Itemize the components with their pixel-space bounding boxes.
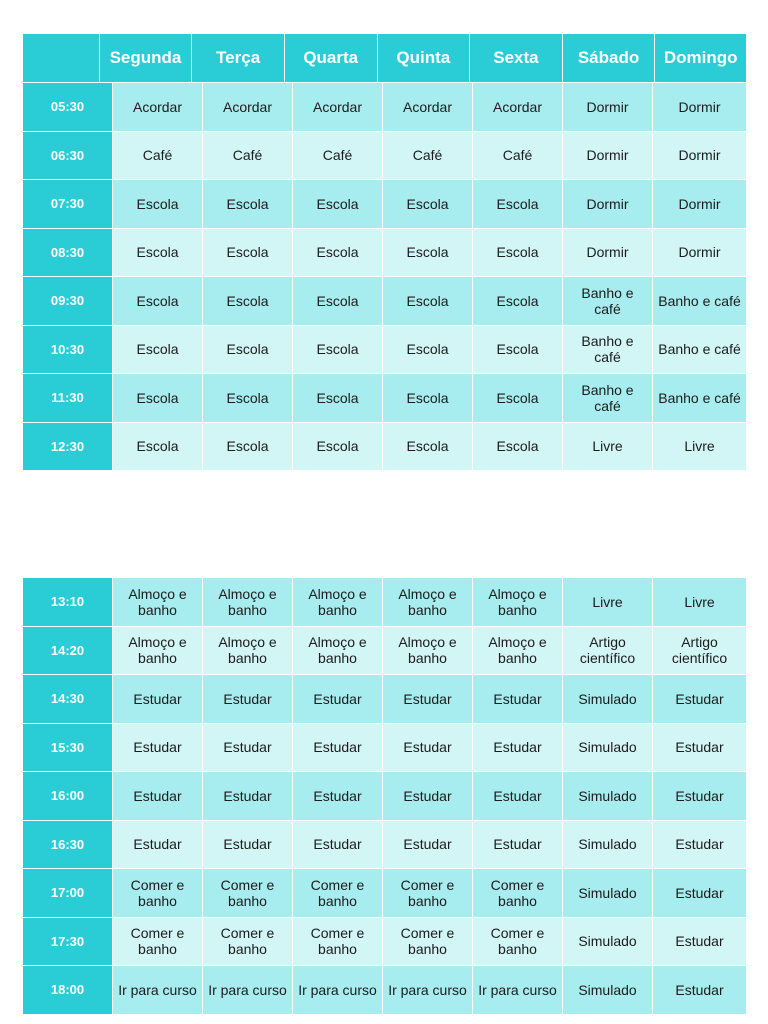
- activity-cell: Estudar: [112, 675, 202, 723]
- activity-cell: Escola: [292, 277, 382, 325]
- activity-cell: Estudar: [202, 772, 292, 820]
- activity-cell: Banho e café: [562, 374, 652, 422]
- time-cell: 06:30: [23, 132, 112, 180]
- header-day-monday: Segunda: [99, 34, 192, 82]
- header-day-wednesday: Quarta: [284, 34, 377, 82]
- activity-cell: Simulado: [562, 918, 652, 966]
- activity-cell: Livre: [562, 423, 652, 471]
- activity-cell: Estudar: [472, 675, 562, 723]
- activity-cell: Banho e café: [652, 326, 746, 374]
- time-cell: 17:00: [23, 869, 112, 917]
- activity-cell: Escola: [292, 423, 382, 471]
- time-cell: 07:30: [23, 180, 112, 228]
- table-body-morning: [23, 82, 746, 470]
- activity-cell: Almoço e banho: [202, 627, 292, 675]
- activity-cell: Ir para curso: [292, 966, 382, 1014]
- activity-cell: Comer e banho: [472, 869, 562, 917]
- activity-cell: Escola: [472, 326, 562, 374]
- activity-cell: Acordar: [202, 83, 292, 131]
- header-corner: [23, 34, 99, 82]
- activity-cell: Escola: [202, 423, 292, 471]
- activity-cell: Banho e café: [652, 277, 746, 325]
- time-cell: 18:00: [23, 966, 112, 1014]
- activity-cell: Estudar: [112, 821, 202, 869]
- activity-cell: Ir para curso: [382, 966, 472, 1014]
- activity-cell: Estudar: [292, 772, 382, 820]
- activity-cell: Escola: [382, 229, 472, 277]
- activity-cell: Café: [472, 132, 562, 180]
- activity-cell: Comer e banho: [382, 918, 472, 966]
- activity-cell: Almoço e banho: [382, 578, 472, 626]
- activity-cell: Estudar: [382, 675, 472, 723]
- activity-cell: Comer e banho: [202, 918, 292, 966]
- activity-cell: Estudar: [292, 675, 382, 723]
- time-cell: 12:30: [23, 423, 112, 471]
- activity-cell: Escola: [472, 374, 562, 422]
- schedule-table-afternoon: [23, 577, 746, 1014]
- header-day-thursday: Quinta: [377, 34, 470, 82]
- activity-cell: Escola: [202, 180, 292, 228]
- activity-cell: Escola: [382, 326, 472, 374]
- activity-cell: Escola: [112, 374, 202, 422]
- activity-cell: Escola: [292, 180, 382, 228]
- activity-cell: Escola: [292, 326, 382, 374]
- activity-cell: Estudar: [652, 724, 746, 772]
- table-row: [23, 276, 746, 325]
- activity-cell: Ir para curso: [202, 966, 292, 1014]
- table-row: [23, 577, 746, 626]
- activity-cell: Escola: [382, 374, 472, 422]
- time-cell: 17:30: [23, 918, 112, 966]
- activity-cell: Escola: [472, 180, 562, 228]
- activity-cell: Ir para curso: [112, 966, 202, 1014]
- header-day-saturday: Sábado: [562, 34, 655, 82]
- time-cell: 13:10: [23, 578, 112, 626]
- activity-cell: Comer e banho: [382, 869, 472, 917]
- activity-cell: Dormir: [562, 229, 652, 277]
- activity-cell: Banho e café: [562, 326, 652, 374]
- activity-cell: Escola: [472, 423, 562, 471]
- activity-cell: Banho e café: [652, 374, 746, 422]
- activity-cell: Escola: [472, 277, 562, 325]
- activity-cell: Estudar: [652, 966, 746, 1014]
- activity-cell: Estudar: [112, 772, 202, 820]
- header-day-sunday: Domingo: [654, 34, 746, 82]
- activity-cell: Escola: [382, 180, 472, 228]
- activity-cell: Almoço e banho: [472, 578, 562, 626]
- table-row: [23, 674, 746, 723]
- activity-cell: Escola: [112, 180, 202, 228]
- time-cell: 09:30: [23, 277, 112, 325]
- activity-cell: Estudar: [472, 821, 562, 869]
- activity-cell: Comer e banho: [292, 918, 382, 966]
- activity-cell: Escola: [112, 229, 202, 277]
- activity-cell: Simulado: [562, 772, 652, 820]
- table-row: [23, 422, 746, 471]
- table-row: [23, 179, 746, 228]
- activity-cell: Comer e banho: [472, 918, 562, 966]
- activity-cell: Simulado: [562, 724, 652, 772]
- activity-cell: Estudar: [652, 869, 746, 917]
- time-cell: 16:00: [23, 772, 112, 820]
- activity-cell: Simulado: [562, 675, 652, 723]
- activity-cell: Estudar: [292, 724, 382, 772]
- activity-cell: Escola: [202, 326, 292, 374]
- activity-cell: Simulado: [562, 821, 652, 869]
- table-row: [23, 325, 746, 374]
- table-row: [23, 820, 746, 869]
- activity-cell: Artigo científico: [652, 627, 746, 675]
- time-cell: 08:30: [23, 229, 112, 277]
- activity-cell: Estudar: [652, 772, 746, 820]
- activity-cell: Acordar: [112, 83, 202, 131]
- activity-cell: Escola: [202, 374, 292, 422]
- table-row: [23, 723, 746, 772]
- table-row: [23, 917, 746, 966]
- activity-cell: Almoço e banho: [292, 578, 382, 626]
- activity-cell: Almoço e banho: [382, 627, 472, 675]
- activity-cell: Livre: [652, 423, 746, 471]
- activity-cell: Dormir: [562, 132, 652, 180]
- table-row: [23, 868, 746, 917]
- activity-cell: Café: [112, 132, 202, 180]
- time-cell: 11:30: [23, 374, 112, 422]
- activity-cell: Acordar: [472, 83, 562, 131]
- activity-cell: Escola: [382, 423, 472, 471]
- activity-cell: Escola: [202, 229, 292, 277]
- activity-cell: Almoço e banho: [202, 578, 292, 626]
- activity-cell: Comer e banho: [202, 869, 292, 917]
- activity-cell: Estudar: [202, 724, 292, 772]
- header-day-friday: Sexta: [469, 34, 562, 82]
- activity-cell: Estudar: [382, 724, 472, 772]
- activity-cell: Livre: [562, 578, 652, 626]
- activity-cell: Dormir: [652, 132, 746, 180]
- activity-cell: Escola: [382, 277, 472, 325]
- activity-cell: Artigo científico: [562, 627, 652, 675]
- time-cell: 10:30: [23, 326, 112, 374]
- activity-cell: Dormir: [562, 83, 652, 131]
- activity-cell: Almoço e banho: [112, 627, 202, 675]
- activity-cell: Simulado: [562, 869, 652, 917]
- table-row: [23, 373, 746, 422]
- table-row: [23, 131, 746, 180]
- activity-cell: Comer e banho: [112, 918, 202, 966]
- activity-cell: Escola: [112, 277, 202, 325]
- activity-cell: Almoço e banho: [472, 627, 562, 675]
- time-cell: 14:30: [23, 675, 112, 723]
- activity-cell: Estudar: [382, 772, 472, 820]
- activity-cell: Banho e café: [562, 277, 652, 325]
- activity-cell: Escola: [292, 229, 382, 277]
- activity-cell: Estudar: [472, 772, 562, 820]
- activity-cell: Ir para curso: [472, 966, 562, 1014]
- activity-cell: Comer e banho: [112, 869, 202, 917]
- header-day-tuesday: Terça: [191, 34, 284, 82]
- activity-cell: Estudar: [202, 821, 292, 869]
- activity-cell: Escola: [112, 423, 202, 471]
- activity-cell: Livre: [652, 578, 746, 626]
- time-cell: 05:30: [23, 83, 112, 131]
- activity-cell: Estudar: [382, 821, 472, 869]
- schedule-table-morning: [23, 34, 746, 470]
- activity-cell: Dormir: [562, 180, 652, 228]
- activity-cell: Dormir: [652, 83, 746, 131]
- activity-cell: Almoço e banho: [112, 578, 202, 626]
- activity-cell: Simulado: [562, 966, 652, 1014]
- activity-cell: Estudar: [202, 675, 292, 723]
- activity-cell: Café: [202, 132, 292, 180]
- activity-cell: Estudar: [652, 675, 746, 723]
- activity-cell: Estudar: [472, 724, 562, 772]
- activity-cell: Dormir: [652, 180, 746, 228]
- activity-cell: Estudar: [292, 821, 382, 869]
- activity-cell: Acordar: [382, 83, 472, 131]
- activity-cell: Escola: [202, 277, 292, 325]
- activity-cell: Estudar: [652, 821, 746, 869]
- time-cell: 14:20: [23, 627, 112, 675]
- table-body-afternoon: [23, 577, 746, 1014]
- table-row: [23, 626, 746, 675]
- time-cell: 15:30: [23, 724, 112, 772]
- activity-cell: Café: [382, 132, 472, 180]
- activity-cell: Acordar: [292, 83, 382, 131]
- table-row: [23, 82, 746, 131]
- table-row: [23, 771, 746, 820]
- activity-cell: Comer e banho: [292, 869, 382, 917]
- table-header-row: [23, 34, 746, 82]
- time-cell: 16:30: [23, 821, 112, 869]
- activity-cell: Almoço e banho: [292, 627, 382, 675]
- table-row: [23, 228, 746, 277]
- activity-cell: Estudar: [652, 918, 746, 966]
- activity-cell: Escola: [292, 374, 382, 422]
- activity-cell: Escola: [472, 229, 562, 277]
- activity-cell: Dormir: [652, 229, 746, 277]
- activity-cell: Escola: [112, 326, 202, 374]
- activity-cell: Café: [292, 132, 382, 180]
- table-row: [23, 965, 746, 1014]
- activity-cell: Estudar: [112, 724, 202, 772]
